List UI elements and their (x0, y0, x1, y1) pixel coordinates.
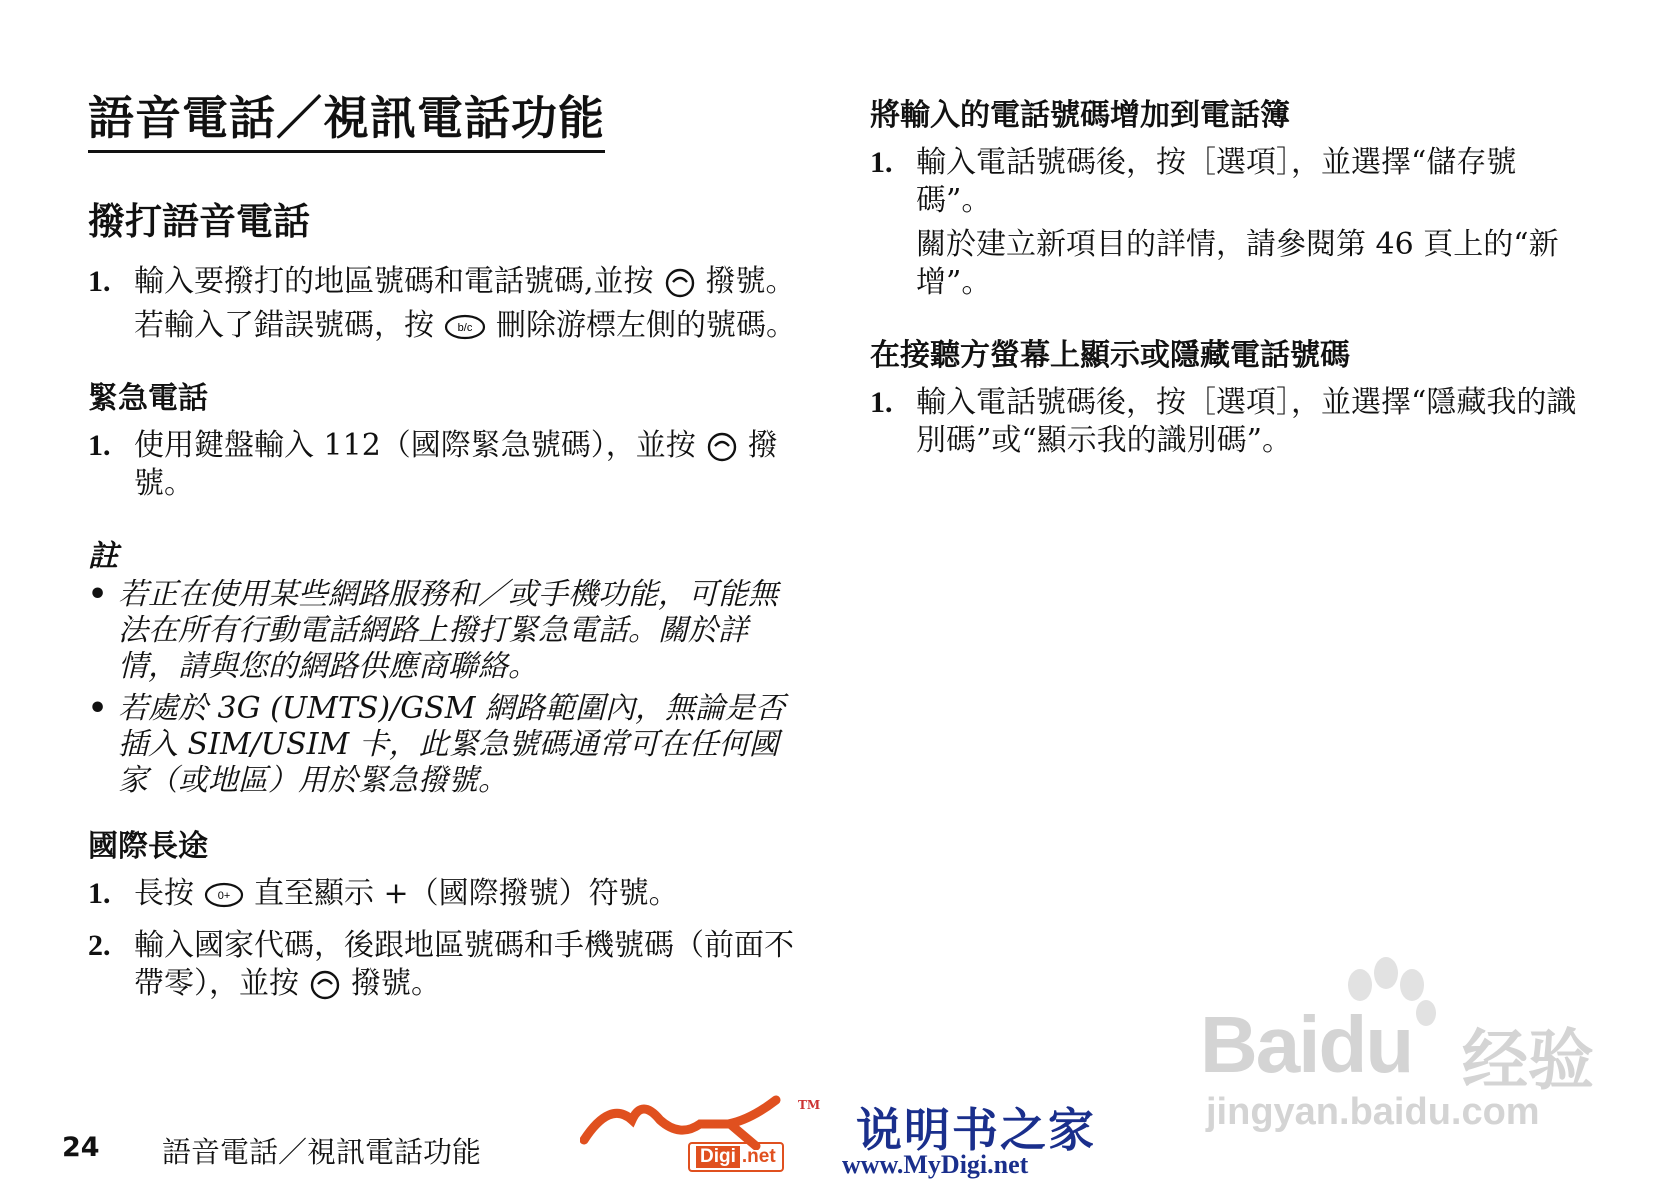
step-text-main: 輸入要撥打的地區號碼和電話號碼,並按 (134, 264, 654, 299)
call-key-icon (664, 267, 696, 299)
note-item (88, 577, 806, 685)
section-title-voice-call: 撥打語音電話 (88, 199, 310, 243)
zero-key-label: 0+ (217, 890, 231, 902)
intl-step1-before: 長按 (134, 876, 194, 911)
right-column (870, 90, 1590, 474)
step-body (134, 427, 806, 509)
call-key-icon (309, 969, 341, 1001)
step-emergency (88, 427, 806, 509)
step-body (134, 927, 806, 1009)
step-hide (870, 384, 1590, 466)
step-extra (134, 307, 796, 345)
step-body (134, 263, 796, 351)
intl-step1-after: 直至顯示 +（國際撥號）符號。 (254, 876, 679, 911)
emergency-after: 撥號。 (134, 428, 778, 501)
step-text-after: 撥號。 (705, 264, 796, 299)
mydigi-badge-digi: Digi (696, 1146, 740, 1168)
baidu-domain: jingyan.baidu.com (1206, 1091, 1540, 1133)
mydigi-url: www.MyDigi.net (842, 1150, 1029, 1179)
mydigi-my-logo (580, 1090, 820, 1150)
note-list (88, 577, 806, 799)
step-extra-after: 刪除游標左側的號碼。 (496, 308, 796, 343)
left-column (88, 82, 806, 1017)
step-extra: 關於建立新項目的詳情，請參閱第 46 頁上的“新增”。 (916, 227, 1559, 300)
bullet: • (88, 577, 108, 612)
step-text (134, 263, 796, 301)
step-number: 1. (88, 877, 111, 910)
baidu-jingyan: 经验 (1462, 1021, 1594, 1099)
step-body (916, 384, 1590, 466)
step-add (870, 144, 1590, 308)
zero-key-icon (204, 882, 244, 908)
call-key-icon (706, 431, 738, 463)
step-number: 1. (870, 386, 893, 419)
step-number: 1. (88, 429, 111, 462)
intl-step2-after: 撥號。 (351, 966, 441, 1001)
step-extra-before: 若輸入了錯誤號碼，按 (134, 308, 434, 343)
intl-step2-text: 輸入國家代碼，後跟地區號碼和手機號碼（前面不帶零），並按 (134, 928, 794, 1001)
step-text (134, 427, 806, 503)
page-title: 語音電話／視訊電話功能 (88, 82, 605, 153)
mydigi-watermark (580, 1090, 1120, 1190)
baidu-brand: Baidu (1200, 1000, 1413, 1089)
clear-key-icon (444, 314, 486, 340)
step-intl-1 (88, 875, 806, 919)
step-text: 輸入電話號碼後，按［選項］，並選擇“儲存號碼”。 (916, 145, 1517, 218)
baidu-watermark (1200, 955, 1600, 1140)
show-hide-number-title: 在接聽方螢幕上顯示或隱藏電話號碼 (870, 338, 1350, 373)
emergency-title: 緊急電話 (88, 381, 208, 416)
intl-title: 國際長途 (88, 829, 208, 864)
emergency-text: 使用鍵盤輸入 112（國際緊急號碼），並按 (134, 428, 696, 463)
step-body (916, 144, 1590, 308)
step-text: 輸入電話號碼後，按［選項］，並選擇“隱藏我的識別碼”或“顯示我的識別碼”。 (916, 385, 1577, 458)
note-title: 註 (88, 539, 118, 574)
step-body (134, 875, 679, 919)
step-text (134, 927, 806, 1003)
footer-title: 語音電話／視訊電話功能 (162, 1135, 482, 1169)
page-number: 24 (62, 1132, 100, 1163)
mydigi-badge-net: .net (741, 1146, 776, 1167)
mydigi-cn-title: 说明书之家 (856, 1103, 1096, 1157)
mydigi-badge (688, 1142, 784, 1172)
step-number: 2. (88, 929, 111, 962)
add-to-phonebook-title: 將輸入的電話號碼增加到電話簿 (870, 98, 1290, 133)
bullet: • (88, 691, 108, 726)
note-text: 若處於 3G (UMTS)/GSM 網路範圍內，無論是否插入 SIM/USIM 卡，此緊急號碼通常可在任何國家（或地區）用於緊急撥號。 (118, 691, 785, 798)
step-number: 1. (870, 146, 893, 179)
step-text (134, 875, 679, 913)
note-item (88, 691, 806, 799)
step-intl-2 (88, 927, 806, 1009)
mydigi-tm: TM (798, 1098, 821, 1112)
step-dial (88, 263, 806, 351)
note-text: 若正在使用某些網路服務和／或手機功能，可能無法在所有行動電話網路上撥打緊急電話。關於詳情，請與您的網路供應商聯絡。 (118, 577, 778, 684)
step-number: 1. (88, 265, 111, 298)
clear-key-label: b/c (457, 322, 473, 334)
